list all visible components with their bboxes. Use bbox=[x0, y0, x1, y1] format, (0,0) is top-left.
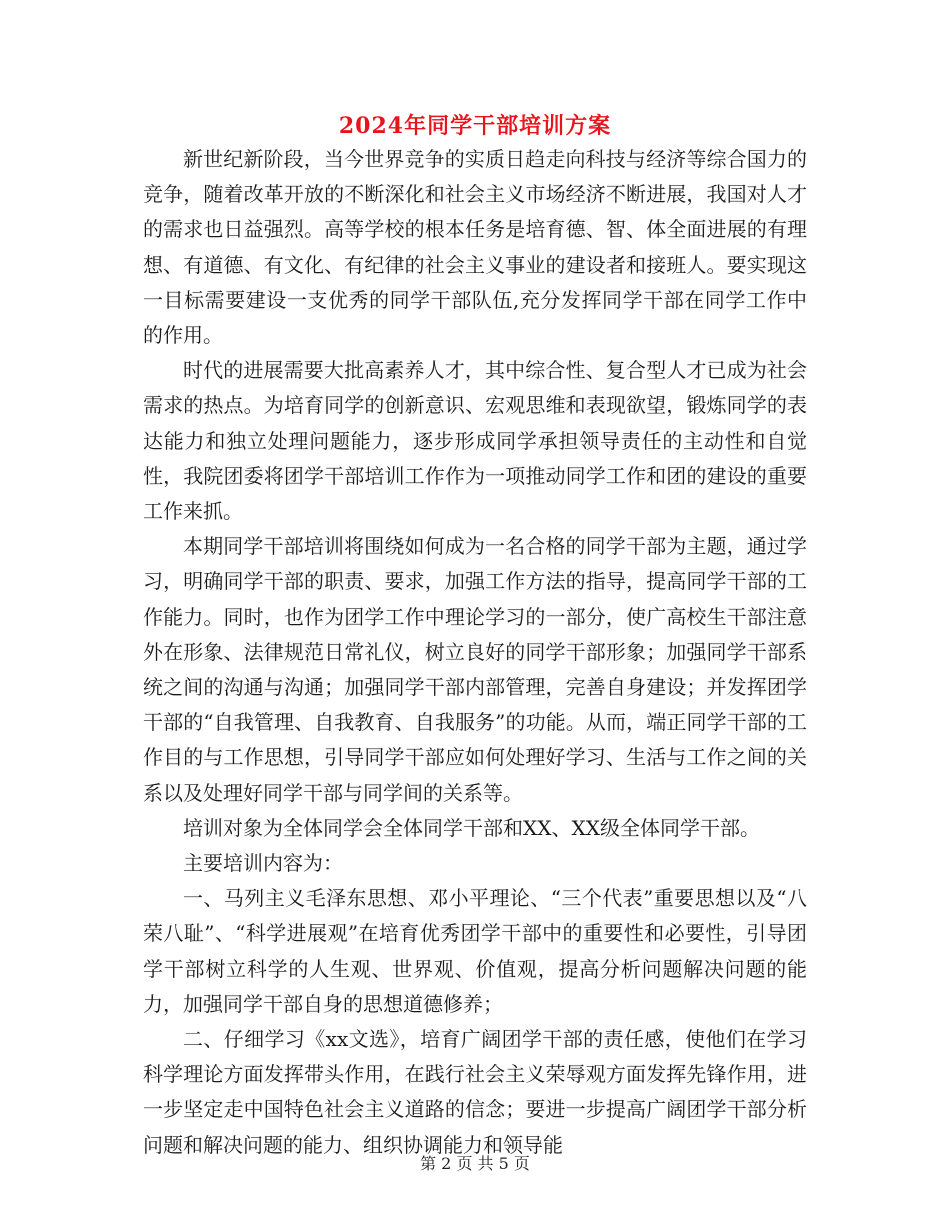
document-title: 2024年同学干部培训方案 bbox=[338, 113, 612, 139]
paragraph-content-heading: 主要培训内容为： bbox=[183, 851, 343, 876]
page-number-footer: 第 2 页 共 5 页 bbox=[420, 1154, 530, 1173]
document-body bbox=[143, 142, 807, 1163]
paragraph-training-theme: 本期同学干部培训将围绕如何成为一名合格的同学干部为主题，通过学习，明确同学干部的职责、要求，加强工作方法的指导，提高同学干部的工作能力。同时，也作为团学工作中理论学习的一部分，使广高校生干部注意外在形象、法律规范日常礼仪，树立良好的同学干部形象；加强同学干部系统之间的沟通与沟通；加强同学干部内部管理，完善自身建设；并发挥团学干部的“自我管理、自我教育、自我服务”的功能。从而，端正同学干部的工作目的与工作思想，引导同学干部应如何处理好学习、生活与工作之间的关系以及处理好同学干部与同学间的关系等。 bbox=[143, 534, 807, 805]
paragraph-talent-needs: 时代的进展需要大批高素养人才，其中综合性、复合型人才已成为社会需求的热点。为培育同学的创新意识、宏观思维和表现欲望，锻炼同学的表达能力和独立处理问题能力，逐步形成同学承担领导责任的主动性和自觉性，我院团委将团学干部培训工作作为一项推动同学工作和团的建设的重要工作来抓。 bbox=[143, 358, 807, 524]
paragraph-training-targets: 培训对象为全体同学会全体同学干部和XX、XX级全体同学干部。 bbox=[183, 815, 760, 840]
paragraph-intro: 新世纪新阶段，当今世界竞争的实质日趋走向科技与经济等综合国力的竞争，随着改革开放的不断深化和社会主义市场经济不断进展，我国对人才的需求也日益强烈。高等学校的根本任务是培育德、智、体全面进展的有理想、有道德、有文化、有纪律的社会主义事业的建设者和接班人。要实现这一目标需要建设一支优秀的同学干部队伍,充分发挥同学干部在同学工作中的作用。 bbox=[143, 147, 807, 348]
paragraph-content-item-2: 二、仔细学习《xx文选》，培育广阔团学干部的责任感，使他们在学习科学理论方面发挥带头作用，在践行社会主义荣辱观方面发挥先锋作用，进一步坚定走中国特色社会主义道路的信念；要进一步提高广阔团学干部分析问题和解决问题的能力、组织协调能力和领导能 bbox=[143, 1027, 807, 1157]
paragraph-content-item-1: 一、马列主义毛泽东思想、邓小平理论、“三个代表”重要思想以及“八荣八耻”、“科学进展观”在培育优秀团学干部中的重要性和必要性，引导团学干部树立科学的人生观、世界观、价值观，提高分析问题解决问题的能力，加强同学干部自身的思想道德修养； bbox=[143, 886, 807, 1016]
